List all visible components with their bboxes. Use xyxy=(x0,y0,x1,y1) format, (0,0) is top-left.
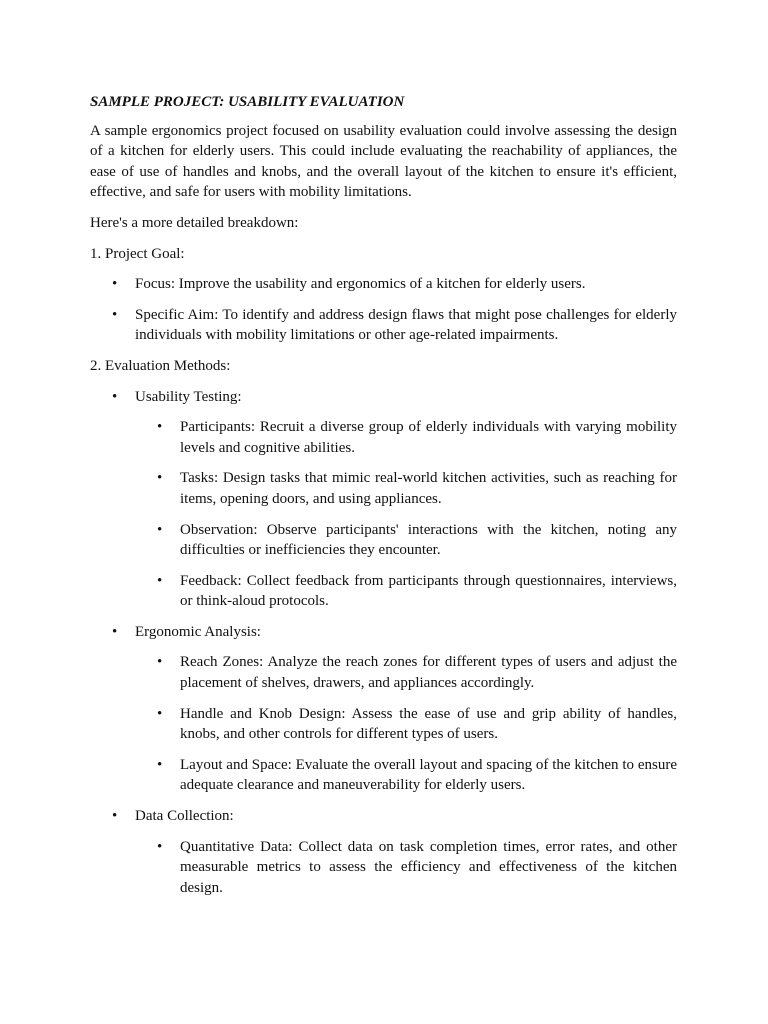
ergonomic-analysis-list xyxy=(90,652,677,796)
list-item-focus: • Focus: Improve the usability and ergonomics of a kitchen for elderly users. xyxy=(90,274,677,295)
list-item-feedback: • Feedback: Collect feedback from participants through questionnaires, interviews, or think-aloud protocols. xyxy=(135,571,677,612)
group-label-usability-testing: • Usability Testing: xyxy=(90,387,677,408)
list-item-specific-aim: • Specific Aim: To identify and address design flaws that might pose challenges for elderly individuals with mobility limitations or other age-related impairments. xyxy=(90,305,677,346)
list-item-observation: • Observation: Observe participants' interactions with the kitchen, noting any difficulties or inefficiencies they encounter. xyxy=(135,520,677,561)
group-label-ergonomic-analysis: • Ergonomic Analysis: xyxy=(90,622,677,643)
document-title: SAMPLE PROJECT: USABILITY EVALUATION xyxy=(90,94,405,110)
list-item-reach-zones: • Reach Zones: Analyze the reach zones for different types of users and adjust the placement of shelves, drawers, and appliances accordingly. xyxy=(135,652,677,693)
intro-paragraph: A sample ergonomics project focused on usability evaluation could involve assessing the design of a kitchen for elderly users. This could include evaluating the reachability of appliances, the ease of use of handles and knobs, and the overall layout of the kitchen to ensure it's efficient, effective, and safe for users with mobility limitations. xyxy=(90,122,677,201)
group-data-collection xyxy=(90,806,677,898)
group-usability-testing xyxy=(90,387,677,612)
data-collection-list xyxy=(90,837,677,899)
group-ergonomic-analysis xyxy=(90,622,677,796)
project-goal-list xyxy=(90,274,677,346)
group-label-data-collection: • Data Collection: xyxy=(90,806,677,827)
document-page xyxy=(90,92,677,908)
breakdown-intro: Here's a more detailed breakdown: xyxy=(90,214,299,231)
list-item-quantitative-data: • Quantitative Data: Collect data on task completion times, error rates, and other measurable metrics to assess the efficiency and effectiveness of the kitchen design. xyxy=(135,837,677,899)
list-item-handle-knob-design: • Handle and Knob Design: Assess the ease of use and grip ability of handles, knobs, and other controls for different types of users. xyxy=(135,704,677,745)
evaluation-methods-list xyxy=(90,387,677,899)
section-project-goal-heading: 1. Project Goal: xyxy=(90,245,185,262)
list-item-layout-space: • Layout and Space: Evaluate the overall layout and spacing of the kitchen to ensure adequate clearance and maneuverability for elderly users. xyxy=(135,755,677,796)
section-evaluation-methods-heading: 2. Evaluation Methods: xyxy=(90,357,231,374)
usability-testing-list xyxy=(90,417,677,612)
list-item-participants: • Participants: Recruit a diverse group of elderly individuals with varying mobility levels and cognitive abilities. xyxy=(135,417,677,458)
list-item-tasks: • Tasks: Design tasks that mimic real-world kitchen activities, such as reaching for items, opening doors, and using appliances. xyxy=(135,468,677,509)
